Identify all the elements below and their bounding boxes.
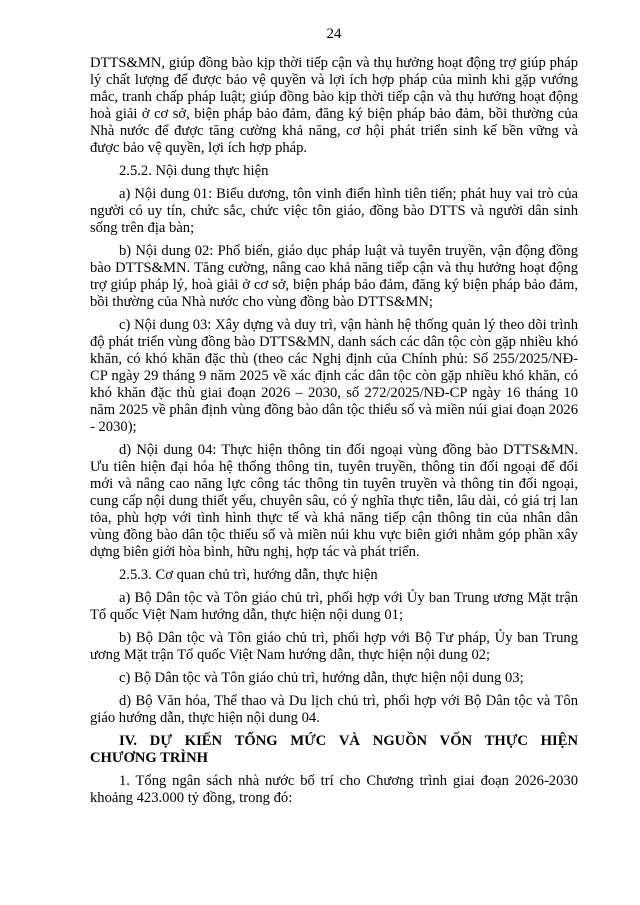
section-heading-2-5-2: 2.5.2. Nội dung thực hiện	[119, 163, 269, 179]
paragraph-noi-dung-04: d) Nội dung 04: Thực hiện thông tin đối ngoại vùng đồng bào DTTS&MN. Ưu tiên hiện đại hóa hệ thống thông tin, tuyên truyền, thông tin đối ngoại để đổi mới và nâng cao năng lực công tác thông tin tuyên truyền và thông tin đối ngoại, cung cấp nội dung thiết yếu, chuyên sâu, có ý nghĩa thực tiễn, lâu dài, có giá trị lan tỏa, phù hợp với tình hình thực tế và khả năng tiếp cận thông tin của nhân dân vùng đồng bào dân tộc thiểu số và miền núi khu vực biên giới nhằm góp phần xây dựng biên giới hòa bình, hữu nghị, hợp tác và phát triển.	[90, 442, 578, 560]
paragraph-agency-a: a) Bộ Dân tộc và Tôn giáo chủ trì, phối hợp với Ủy ban Trung ương Mặt trận Tổ quốc Việt Nam hướng dẫn, thực hiện nội dung 01;	[90, 590, 578, 623]
page-number: 24	[326, 26, 342, 42]
section-heading-iv-line1: IV. DỰ KIẾN TỔNG MỨC VÀ NGUỒN VỐN THỰC HIỆN	[119, 733, 578, 749]
body-paragraph-legal-aid-continuation: DTTS&MN, giúp đồng bào kịp thời tiếp cận và thụ hưởng hoạt động trợ giúp pháp lý chất lượng để được bảo vệ quyền và lợi ích hợp pháp của mình khi gặp vướng mắc, tranh chấp pháp luật; giúp đồng bào kịp thời tiếp cận và thụ hưởng hoạt động hoà giải ở cơ sở, biện pháp bảo đảm, đăng ký biện pháp bảo đảm, bồi thường của Nhà nước để được tăng cường khả năng, cơ hội phát triển sinh kế bền vững và được bảo vệ quyền, lợi ích hợp pháp.	[90, 55, 578, 156]
section-heading-iv-line2: CHƯƠNG TRÌNH	[90, 750, 208, 766]
paragraph-noi-dung-03: c) Nội dung 03: Xây dựng và duy trì, vận hành hệ thống quản lý theo dõi trình độ phát triển vùng đồng bào DTTS&MN, danh sách các dân tộc còn gặp nhiều khó khăn, có khó khăn đặc thù (theo các Nghị định của Chính phủ: Số 255/2025/NĐ-CP ngày 29 tháng 9 năm 2025 về xác định các dân tộc còn gặp nhiều khó khăn, có khó khăn đặc thù giai đoạn 2026 – 2030, số 272/2025/NĐ-CP ngày 16 tháng 10 năm 2025 về phân định vùng đồng bào dân tộc thiểu số và miền núi giai đoạn 2026 - 2030);	[90, 317, 578, 435]
paragraph-noi-dung-02: b) Nội dung 02: Phổ biến, giáo dục pháp luật và tuyên truyền, vận động đồng bào DTTS&MN. Tăng cường, nâng cao khả năng tiếp cận và thụ hưởng hoạt động trợ giúp pháp lý, hoà giải ở cơ sở, biện pháp bảo đảm, đăng ký biện pháp bảo đảm, bồi thường của Nhà nước cho vùng đồng bào DTTS&MN;	[90, 243, 578, 310]
section-heading-2-5-3: 2.5.3. Cơ quan chủ trì, hướng dẫn, thực hiện	[119, 567, 378, 583]
paragraph-total-budget: 1. Tổng ngân sách nhà nước bố trí cho Chương trình giai đoạn 2026-2030 khoảng 423.000 tỷ đồng, trong đó:	[90, 773, 578, 806]
paragraph-agency-c: c) Bộ Dân tộc và Tôn giáo chủ trì, hướng dẫn, thực hiện nội dung 03;	[119, 670, 524, 686]
section-heading-iv	[90, 733, 578, 767]
paragraph-agency-d: d) Bộ Văn hóa, Thể thao và Du lịch chủ trì, phối hợp với Bộ Dân tộc và Tôn giáo hướng dẫn, thực hiện nội dung 04.	[90, 693, 578, 726]
paragraph-agency-b: b) Bộ Dân tộc và Tôn giáo chủ trì, phối hợp với Bộ Tư pháp, Ủy ban Trung ương Mặt trận Tổ quốc Việt Nam hướng dẫn, thực hiện nội dung 02;	[90, 630, 578, 663]
paragraph-noi-dung-01: a) Nội dung 01: Biểu dương, tôn vinh điển hình tiên tiến; phát huy vai trò của người có uy tín, chức sắc, chức việc tôn giáo, đồng bào DTTS và người dân sinh sống trên địa bàn;	[90, 186, 578, 236]
